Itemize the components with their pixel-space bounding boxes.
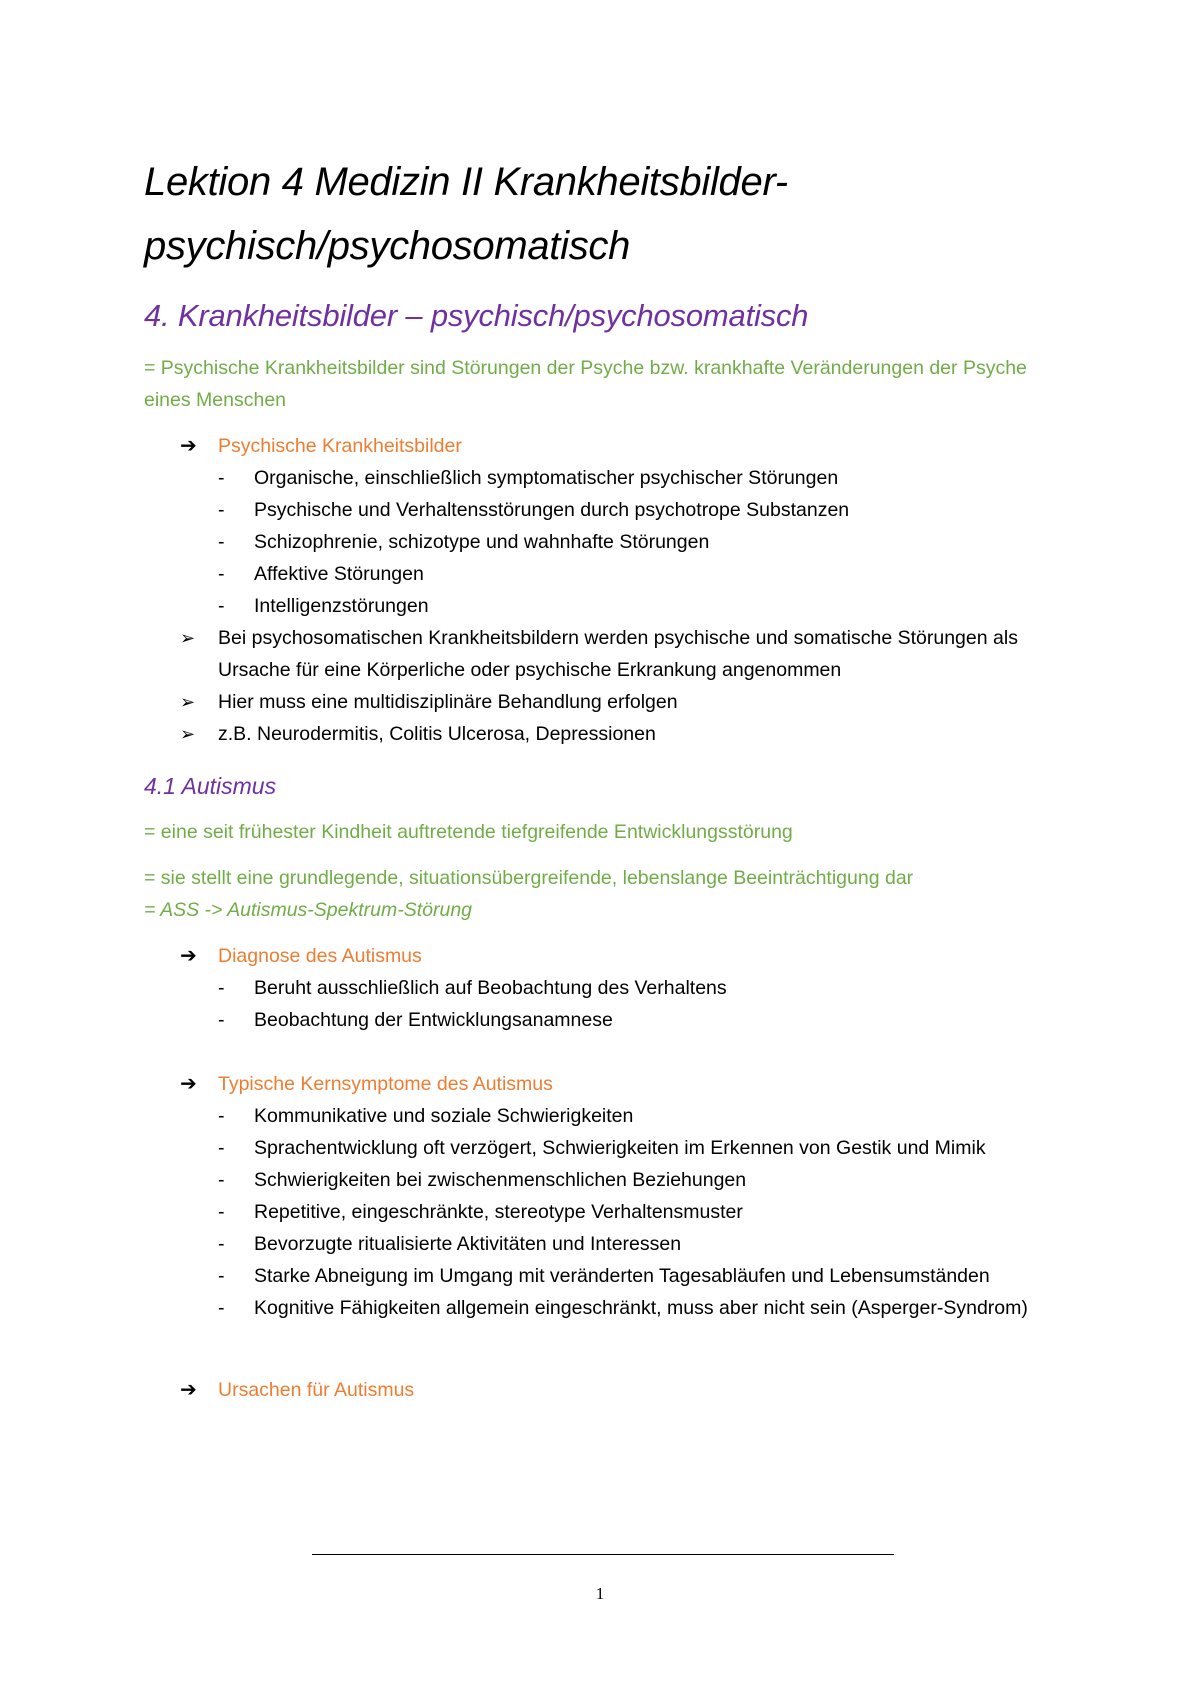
- dash-icon: -: [218, 467, 225, 489]
- footer-divider: [312, 1554, 894, 1555]
- krankheitsbilder-list: [144, 462, 1064, 622]
- dash-icon: -: [218, 1201, 225, 1223]
- list-item: ➢ Bei psychosomatischen Krankheitsbildern werden psychische und somatische Störungen als Ursache für eine Körperliche oder psychische Erkrankung angenommen: [180, 622, 1064, 686]
- psychosomatik-list: [144, 622, 1064, 750]
- dash-icon: -: [218, 499, 225, 521]
- arrow-label: Psychische Krankheitsbilder: [218, 435, 462, 457]
- list-item: - Beobachtung der Entwicklungsanamnese: [218, 1004, 1064, 1036]
- section-4-heading: 4. Krankheitsbilder – psychisch/psychosomatisch: [144, 298, 809, 333]
- list-item: - Affektive Störungen: [218, 558, 1064, 590]
- list-item: - Schizophrenie, schizotype und wahnhafte Störungen: [218, 526, 1064, 558]
- diagnose-list: [144, 972, 1064, 1036]
- list-item: - Beruht ausschließlich auf Beobachtung des Verhaltens: [218, 972, 1064, 1004]
- title-line-1: Lektion 4 Medizin II Krankheitsbilder-: [144, 160, 788, 204]
- title-line-2: psychisch/psychosomatisch: [144, 224, 631, 268]
- autismus-definition-3: = ASS -> Autismus-Spektrum-Störung: [144, 899, 473, 921]
- dash-icon: -: [218, 977, 225, 999]
- list-item: - Repetitive, eingeschränkte, stereotype Verhaltensmuster: [218, 1196, 1064, 1228]
- list-item: - Starke Abneigung im Umgang mit veränderten Tagesabläufen und Lebensumständen: [218, 1260, 1064, 1292]
- autismus-definition-1: = eine seit frühester Kindheit auftretende tiefgreifende Entwicklungsstörung: [144, 821, 793, 843]
- kernsymptome-list: [144, 1100, 1064, 1324]
- dash-icon: -: [218, 1297, 225, 1319]
- arrow-right-icon: ➔: [180, 435, 197, 457]
- page-content: [144, 150, 1064, 1406]
- checkmark-arrow-icon: ➢: [180, 724, 196, 744]
- arrow-label: Ursachen für Autismus: [218, 1379, 415, 1401]
- list-item: - Sprachentwicklung oft verzögert, Schwierigkeiten im Erkennen von Gestik und Mimik: [218, 1132, 1064, 1164]
- dash-icon: -: [218, 595, 225, 617]
- checkmark-arrow-icon: ➢: [180, 692, 196, 712]
- list-item: ➢ z.B. Neurodermitis, Colitis Ulcerosa, Depressionen: [180, 718, 1064, 750]
- section-4-1-heading: 4.1 Autismus: [144, 773, 277, 799]
- arrow-right-icon: ➔: [180, 1073, 197, 1095]
- dash-icon: -: [218, 1169, 225, 1191]
- arrow-label: Typische Kernsymptome des Autismus: [218, 1073, 553, 1095]
- section-4-definition: = Psychische Krankheitsbilder sind Störungen der Psyche bzw. krankhafte Veränderungen der Psyche eines Menschen: [144, 357, 1027, 411]
- dash-icon: -: [218, 531, 225, 553]
- document-title: [144, 150, 1064, 278]
- arrow-item-psychische-krankheitsbilder: [144, 430, 1064, 462]
- arrow-item-ursachen: [144, 1374, 1064, 1406]
- list-item: - Psychische und Verhaltensstörungen durch psychotrope Substanzen: [218, 494, 1064, 526]
- list-item: - Kognitive Fähigkeiten allgemein eingeschränkt, muss aber nicht sein (Asperger-Syndrom): [218, 1292, 1064, 1324]
- list-item: - Schwierigkeiten bei zwischenmenschlichen Beziehungen: [218, 1164, 1064, 1196]
- dash-icon: -: [218, 1137, 225, 1159]
- dash-icon: -: [218, 1105, 225, 1127]
- arrow-item-kernsymptome: [144, 1068, 1064, 1100]
- page-number: 1: [595, 1584, 605, 1603]
- dash-icon: -: [218, 1009, 225, 1031]
- arrow-item-diagnose: [144, 940, 1064, 972]
- list-item: - Bevorzugte ritualisierte Aktivitäten und Interessen: [218, 1228, 1064, 1260]
- arrow-right-icon: ➔: [180, 1379, 197, 1401]
- list-item: - Kommunikative und soziale Schwierigkeiten: [218, 1100, 1064, 1132]
- checkmark-arrow-icon: ➢: [180, 628, 196, 648]
- dash-icon: -: [218, 1233, 225, 1255]
- list-item: - Organische, einschließlich symptomatischer psychischer Störungen: [218, 462, 1064, 494]
- dash-icon: -: [218, 563, 225, 585]
- arrow-label: Diagnose des Autismus: [218, 945, 422, 967]
- arrow-right-icon: ➔: [180, 945, 197, 967]
- dash-icon: -: [218, 1265, 225, 1287]
- list-item: - Intelligenzstörungen: [218, 590, 1064, 622]
- autismus-definition-2: = sie stellt eine grundlegende, situationsübergreifende, lebenslange Beeinträchtigung dar: [144, 867, 914, 889]
- list-item: ➢ Hier muss eine multidisziplinäre Behandlung erfolgen: [180, 686, 1064, 718]
